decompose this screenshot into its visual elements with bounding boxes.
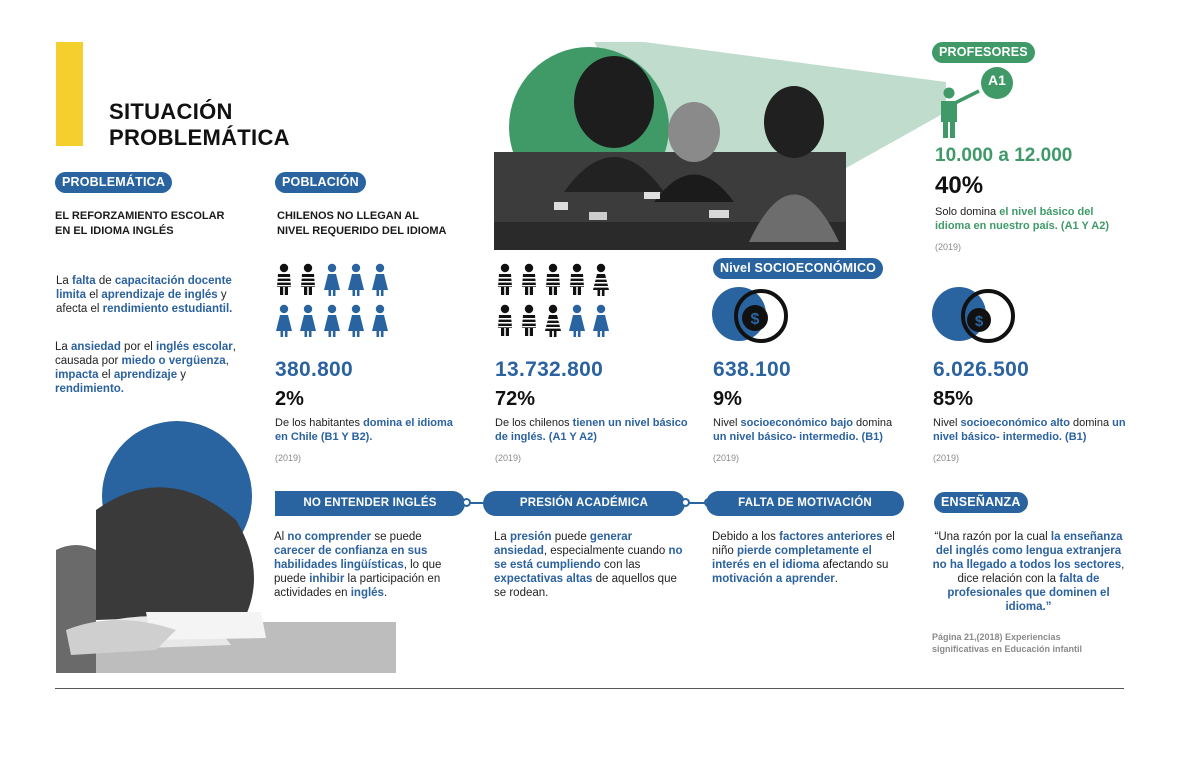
cause-bar-no-entender: NO ENTENDER INGLÉS (275, 491, 465, 516)
boy-striped-icon (493, 304, 517, 340)
bottom-divider (55, 688, 1124, 689)
ensenanza-source: Página 21,(2018) Experiencias significativas en Educación infantil (932, 632, 1083, 654)
girl-blue-icon (368, 263, 392, 299)
stat-number: 380.800 (275, 358, 354, 381)
stat-percent: 2% (275, 388, 304, 410)
problematica-paragraph-1: La falta de capacitación docente limita el aprendizaje de inglés y afecta el rendimiento estudiantil. (56, 275, 233, 315)
stat-year: (2019) (495, 453, 522, 463)
cause-bar-motivacion: FALTA DE MOTIVACIÓN (706, 491, 904, 516)
stat-nivel-bajo (713, 358, 898, 463)
boy-striped-icon (541, 263, 565, 299)
girl-blue-icon (344, 263, 368, 299)
title-accent-bar (56, 42, 83, 146)
poblacion-label: POBLACIÓN (275, 172, 366, 193)
stat-percent: 72% (495, 388, 536, 410)
problematica-label: PROBLEMÁTICA (55, 172, 172, 193)
girl-striped-icon (589, 263, 613, 299)
coin-icon-high (932, 286, 1022, 346)
stat-text: De los chilenos tienen un nivel básico de inglés. (A1 Y A2) (495, 417, 688, 443)
stat-number: 13.732.800 (495, 358, 604, 381)
stat-year: (2019) (933, 453, 960, 463)
page-title: SITUACIÓN PROBLEMÁTICA (109, 99, 290, 150)
boy-striped-icon (565, 263, 589, 299)
profesores-range: 10.000 a 12.000 (935, 145, 1073, 166)
boy-striped-icon (296, 263, 320, 299)
stat-nivel-alto (933, 358, 1128, 463)
ensenanza-quote: “Una razón por la cual la enseñanza del inglés como lengua extranjera no ha llegado a todos los sectores, dice relación con la falta de profesionales que dominen el idioma.” (932, 531, 1125, 613)
boy-striped-icon (517, 304, 541, 340)
girl-striped-icon (541, 304, 565, 340)
people-grid-chilenos (493, 263, 613, 340)
girl-blue-icon (589, 304, 613, 340)
girl-blue-icon (565, 304, 589, 340)
profesores-percent: 40% (935, 172, 984, 199)
cause-text-presion: La presión puede generar ansiedad, especialmente cuando no se está cumpliendo con las expectativas altas de aquellos que se rodean. (494, 531, 683, 599)
profesores-text: Solo domina el nivel básico del idioma en nuestro país. (A1 Y A2) (935, 206, 1110, 232)
socioeconomico-label: Nivel SOCIOECONÓMICO (713, 258, 883, 279)
stat-percent: 85% (933, 388, 974, 410)
girl-blue-icon (344, 304, 368, 340)
profesores-label: PROFESORES (932, 42, 1035, 63)
cause-bar-presion: PRESIÓN ACADÉMICA (483, 491, 685, 516)
stat-percent: 9% (713, 388, 742, 410)
ensenanza-label: ENSEÑANZA (934, 492, 1028, 513)
boy-striped-icon (517, 263, 541, 299)
stat-text: Nivel socioeconómico bajo domina un nivel básico- intermedio. (B1) (713, 417, 893, 443)
boy-striped-icon (493, 263, 517, 299)
girl-blue-icon (320, 263, 344, 299)
svg-text:$: $ (750, 311, 760, 328)
people-grid-habitantes (272, 263, 392, 340)
coin-icon-low (712, 286, 794, 346)
board-level-label: A1 (988, 72, 1006, 88)
boy-striped-icon (272, 263, 296, 299)
girl-blue-icon (272, 304, 296, 340)
girl-blue-icon (296, 304, 320, 340)
stat-text: Nivel socioeconómico alto domina un nivel básico- intermedio. (B1) (933, 417, 1126, 443)
poblacion-subtitle: CHILENOS NO LLEGAN AL NIVEL REQUERIDO DEL IDIOMA (277, 210, 447, 237)
connector-dot (681, 498, 690, 507)
profesores-year: (2019) (935, 242, 962, 252)
problematica-subtitle: EL REFORZAMIENTO ESCOLAR EN EL IDIOMA INGLÉS (55, 210, 225, 237)
stat-year: (2019) (713, 453, 740, 463)
problematica-paragraph-2: La ansiedad por el inglés escolar, causada por miedo o vergüenza, impacta el aprendizaje y rendimiento. (55, 341, 236, 395)
stat-text: De los habitantes domina el idioma en Chile (B1 Y B2). (275, 417, 453, 443)
connector-dot (462, 498, 471, 507)
cause-text-motivacion: Debido a los factores anteriores el niño pierde completamente el interés en el idioma afectando su motivación a aprender. (712, 531, 895, 585)
girl-blue-icon (320, 304, 344, 340)
stat-number: 6.026.500 (933, 358, 1030, 381)
stat-habitantes (275, 358, 465, 463)
cause-text-no-entender: Al no comprender se puede carecer de confianza en sus habilidades lingüísticas, lo que puede inhibir la participación en actividades en inglés. (274, 531, 442, 599)
svg-text:$: $ (974, 313, 984, 330)
stat-chilenos (495, 358, 695, 463)
girl-blue-icon (368, 304, 392, 340)
stat-year: (2019) (275, 453, 302, 463)
stat-number: 638.100 (713, 358, 792, 381)
